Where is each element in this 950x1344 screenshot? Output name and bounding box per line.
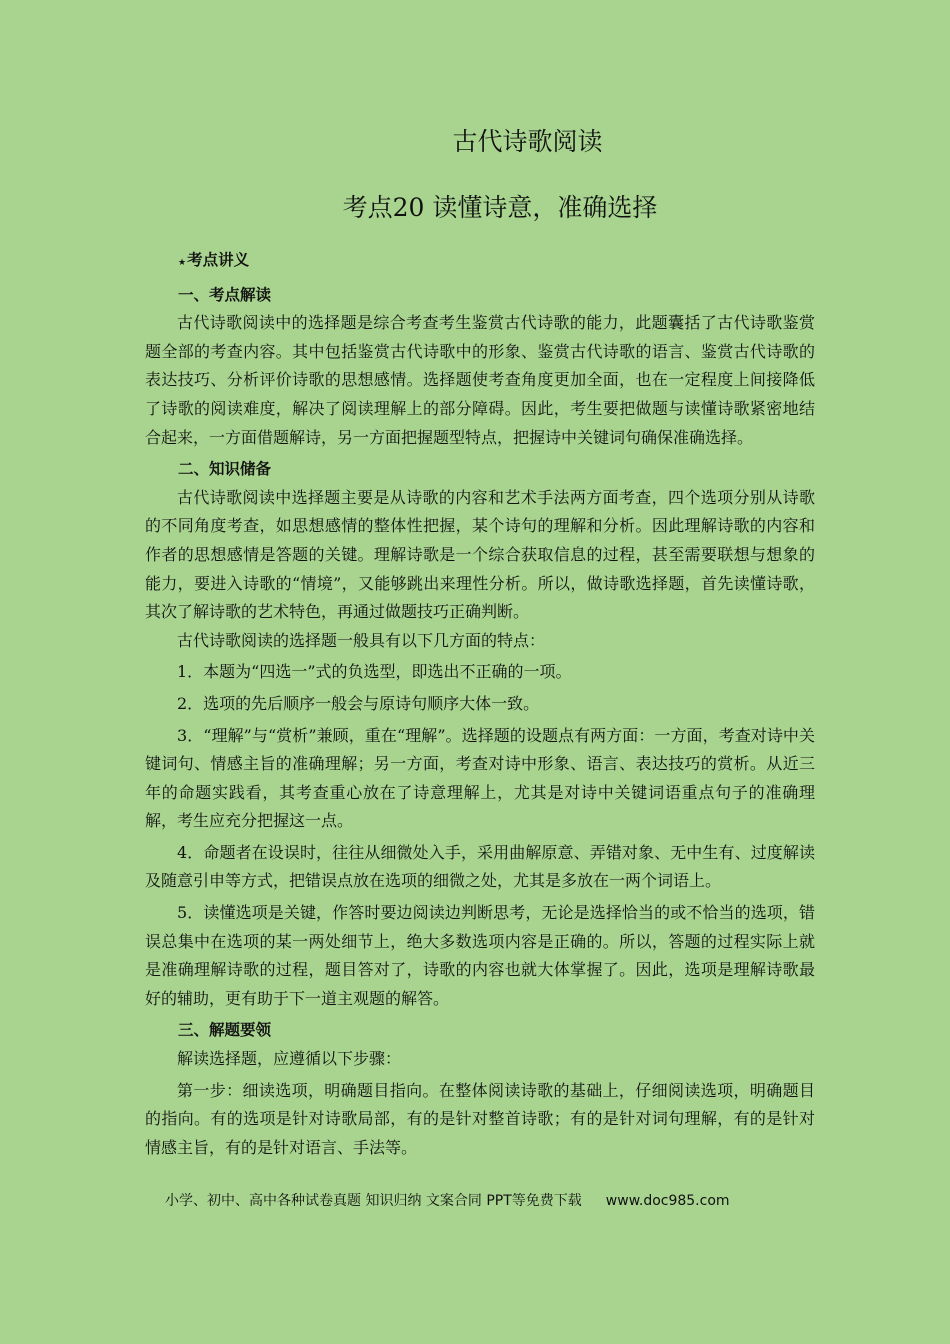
list-item: 1．本题为“四选一”式的负选型，即选出不正确的一项。	[177, 662, 572, 682]
list-item: 5．读懂选项是关键，作答时要边阅读边判断思考，无论是选择恰当的或不恰当的选项，错误总集中在选项的某一两处细节上，绝大多数选项内容是正确的。所以，答题的过程实际上就是准确理解诗歌的过程，题目答对了，诗歌的内容也就大体掌握了。因此，选项是理解诗歌最好的辅助，更有助于下一道主观题的解答。	[145, 903, 815, 1008]
section-heading-1: 一、考点解读	[178, 285, 272, 304]
document-body	[145, 246, 815, 1162]
lecture-label: 考点讲义	[187, 251, 250, 269]
star-icon: ★	[178, 258, 187, 268]
section-heading-2: 二、知识储备	[178, 460, 272, 479]
paragraph: 古代诗歌阅读中的选择题是综合考查考生鉴赏古代诗歌的能力，此题囊括了古代诗歌鉴赏题全部的考查内容。其中包括鉴赏古代诗歌中的形象、鉴赏古代诗歌的语言、鉴赏古代诗歌的表达技巧、分析评价诗歌的思想感情。选择题使考查角度更加全面，也在一定程度上间接降低了诗歌的阅读难度，解决了阅读理解上的部分障碍。因此，考生要把做题与读懂诗歌紧密地结合起来，一方面借题解诗，另一方面把握题型特点，把握诗中关键词句确保准确选择。	[145, 313, 815, 447]
footer-url[interactable]: www.doc985.com	[605, 1193, 730, 1209]
list-item: 2．选项的先后顺序一般会与原诗句顺序大体一致。	[177, 693, 540, 713]
paragraph: 古代诗歌阅读的选择题一般具有以下几方面的特点：	[177, 630, 546, 650]
list-item: 3．“理解”与“赏析”兼顾，重在“理解”。选择题的设题点有两方面：一方面，考查对诗中关键词句、情感主旨的准确理解；另一方面，考查对诗中形象、语言、表达技巧的赏析。从近三年的命题实践看，其考查重心放在了诗意理解上，尤其是对诗中关键词语重点句子的准确理解，考生应充分把握这一点。	[145, 725, 815, 831]
footer-text: 小学、初中、高中各种试卷真题 知识归纳 文案合同 PPT等免费下载	[165, 1193, 582, 1209]
document-title: 古代诗歌阅读	[452, 127, 603, 156]
document-subtitle: 考点20 读懂诗意，准确选择	[342, 193, 658, 222]
paragraph: 第一步：细读选项，明确题目指向。在整体阅读诗歌的基础上，仔细阅读选项，明确题目的指向。有的选项是针对诗歌局部，有的是针对整首诗歌；有的是针对词句理解，有的是针对情感主旨，有的是针对语言、手法等。	[145, 1080, 815, 1157]
page-footer	[165, 1190, 730, 1210]
paragraph: 古代诗歌阅读中选择题主要是从诗歌的内容和艺术手法两方面考查，四个选项分别从诗歌的不同角度考查，如思想感情的整体性把握，某个诗句的理解和分析。因此理解诗歌的内容和作者的思想感情是答题的关键。理解诗歌是一个综合获取信息的过程，甚至需要联想与想象的能力，要进入诗歌的“情境”，又能够跳出来理性分析。所以，做诗歌选择题，首先读懂诗歌，其次了解诗歌的艺术特色，再通过做题技巧正确判断。	[145, 487, 815, 622]
list-item: 4．命题者在设误时，往往从细微处入手，采用曲解原意、弄错对象、无中生有、过度解读及随意引申等方式，把错误点放在选项的细微之处，尤其是多放在一两个词语上。	[145, 842, 815, 891]
paragraph: 解读选择题，应遵循以下步骤：	[177, 1049, 402, 1069]
lecture-heading	[145, 246, 815, 278]
section-heading-3: 三、解题要领	[178, 1021, 272, 1040]
